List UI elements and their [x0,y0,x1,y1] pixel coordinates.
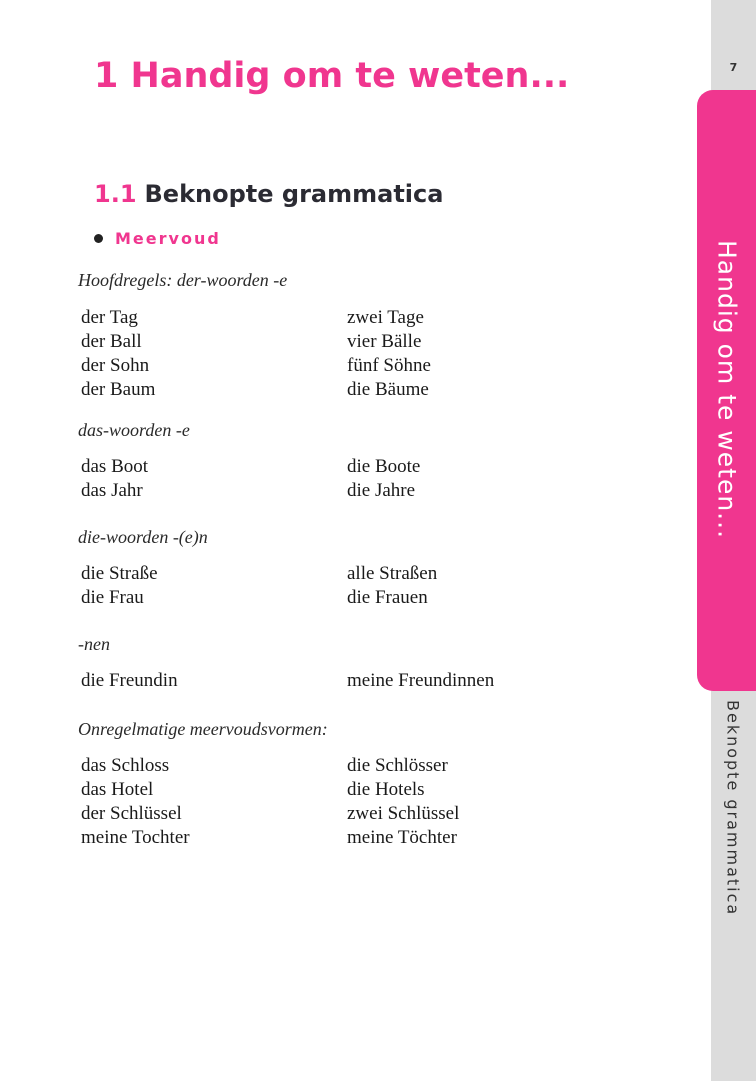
table-row [81,330,641,354]
plural-form: die Hotels [347,779,425,800]
plural-form: die Jahre [347,480,416,501]
plural-form: meine Töchter [347,827,457,848]
plural-form: alle Straßen [347,563,438,584]
singular-form: das Jahr [81,480,143,501]
plural-form: meine Freundinnen [347,670,495,691]
table-row [81,778,641,802]
singular-form: die Frau [81,587,144,608]
word-table [81,562,641,610]
singular-form: der Tag [81,307,138,328]
plural-form: zwei Tage [347,307,424,328]
table-row [81,586,641,610]
singular-form: meine Tochter [81,827,190,848]
bullet-icon [94,234,103,243]
singular-form: die Straße [81,563,158,584]
table-row [81,455,641,479]
plural-form: die Frauen [347,587,428,608]
group-label: Onregelmatige meervoudsvormen: [78,719,328,739]
singular-form: das Hotel [81,779,154,800]
table-row [81,479,641,503]
table-row [81,354,641,378]
singular-form: der Baum [81,379,156,400]
plural-form: die Bäume [347,379,429,400]
group-label: -nen [78,634,110,654]
plural-form: die Schlösser [347,755,448,776]
singular-form: der Schlüssel [81,803,182,824]
section-tab-label: Beknopte grammatica [723,700,743,917]
plural-form: vier Bälle [347,331,422,352]
singular-form: der Ball [81,331,142,352]
table-row [81,802,641,826]
group-label: das-woorden -e [78,420,190,440]
table-row [81,826,641,850]
section-title-text: Beknopte grammatica [144,180,444,208]
plural-form: zwei Schlüssel [347,803,460,824]
table-row [81,306,641,330]
page-number: 7 [729,61,738,74]
word-table [81,455,641,503]
plural-form: die Boote [347,456,421,477]
bullet-label: Meervoud [115,229,221,248]
singular-form: die Freundin [81,670,178,691]
chapter-title: 1 Handig om te weten... [94,56,570,96]
singular-form: der Sohn [81,355,150,376]
table-row [81,378,641,402]
word-table [81,306,641,402]
section-title [94,180,443,208]
singular-form: das Schloss [81,755,170,776]
group-label: Hoofdregels: der-woorden -e [78,270,288,290]
word-table [81,754,641,850]
table-row [81,562,641,586]
table-row [81,754,641,778]
chapter-tab-label: Handig om te weten... [712,240,742,540]
bullet-heading [94,229,221,248]
section-number: 1.1 [94,180,137,208]
word-table [81,669,641,693]
group-label: die-woorden -(e)n [78,527,208,547]
table-row [81,669,641,693]
singular-form: das Boot [81,456,149,477]
plural-form: fünf Söhne [347,355,431,376]
